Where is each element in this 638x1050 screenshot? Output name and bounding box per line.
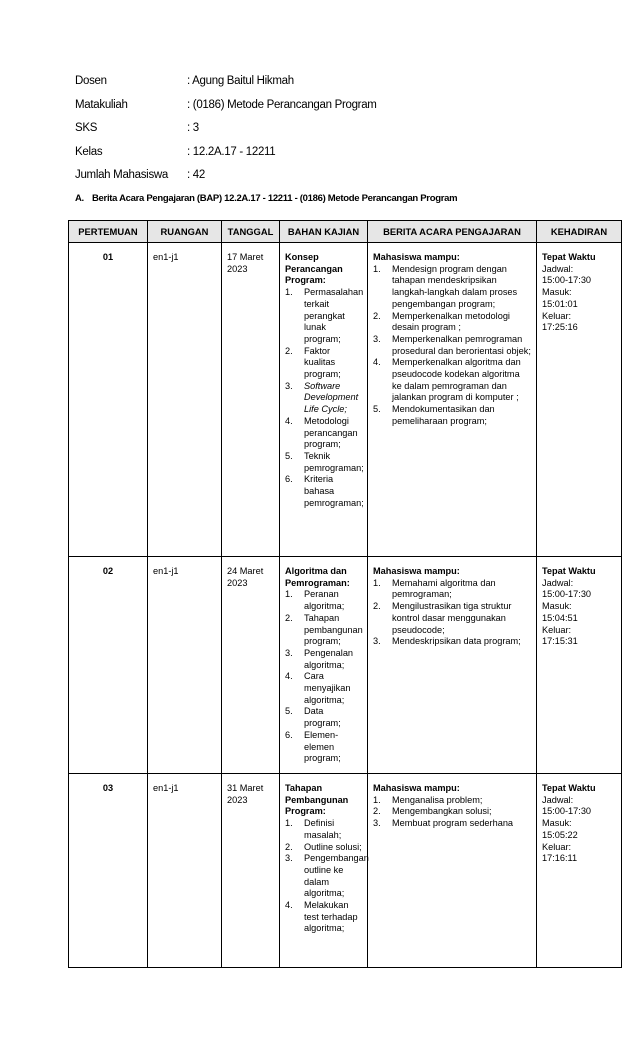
list-item: 6. Kriteria bahasa pemrograman;: [285, 474, 364, 508]
info-value: : 12.2A.17 - 12211: [187, 145, 276, 158]
keluar-value: 17:15:31: [542, 636, 578, 647]
keluar-value: 17:25:16: [542, 322, 578, 333]
kehadiran-info: [537, 243, 621, 338]
info-value: : 42: [187, 169, 205, 181]
header-berita-acara: BERITA ACARA PENGAJARAN: [368, 221, 537, 243]
list-item: 2. Memperkenalkan metodologi desain program ;: [373, 310, 510, 333]
header-ruangan: RUANGAN: [148, 221, 222, 243]
attendance-status: Tepat Waktu: [542, 566, 596, 576]
bahan-title: Konsep Perancangan Program:: [285, 252, 343, 286]
jadwal-value: 15:00-17:30: [542, 806, 592, 817]
list-item: 5. Mendokumentasikan dan pemeliharaan program;: [373, 404, 495, 426]
keluar-label: Keluar:: [542, 841, 572, 852]
list-item: 3. Software Development Life Cycle;: [285, 380, 359, 415]
info-label: Dosen: [75, 75, 107, 87]
list-item: 3. Pengembangan outline ke dalam algoritma;: [285, 853, 369, 899]
list-item: 4. Melakukan test terhadap algoritma;: [285, 900, 358, 934]
list-item: 3. Pengenalan algoritma;: [285, 647, 354, 670]
ruangan-value: en1-j1: [153, 566, 179, 576]
jadwal-label: Jadwal:: [542, 794, 574, 805]
list-item: 4. Memperkenalkan algoritma dan pseudocode kodekan algoritma ke dalam pemrograman dan jalankan program di komputer ;: [373, 357, 521, 403]
list-item: 1. Definisi masalah;: [285, 818, 342, 840]
tanggal-value: 17 Maret 2023: [227, 252, 264, 274]
berita-list: [373, 264, 531, 428]
berita-title: Mahasiswa mampu:: [373, 252, 460, 262]
tanggal-value: 31 Maret 2023: [227, 783, 264, 805]
table-row: [69, 774, 622, 968]
pertemuan-number: 03: [102, 783, 114, 793]
list-item: 4. Metodologi perancangan program;: [285, 415, 358, 450]
masuk-value: 15:01:01: [542, 298, 578, 309]
jadwal-label: Jadwal:: [542, 577, 574, 588]
kehadiran-info: [537, 774, 621, 869]
keluar-label: Keluar:: [542, 310, 572, 321]
info-value: : Agung Baitul Hikmah: [187, 75, 294, 87]
list-item: 5. Teknik pemrograman;: [285, 450, 364, 473]
list-item: 2. Outline solusi;: [285, 841, 362, 852]
masuk-value: 15:05:22: [542, 829, 578, 840]
masuk-value: 15:04:51: [542, 612, 578, 623]
list-item: 4. Cara menyajikan algoritma;: [285, 671, 351, 705]
list-item: 1. Permasalahan terkait perangkat lunak program;: [285, 287, 364, 344]
list-item: 2. Mengilustrasikan tiga struktur kontrol dasar menggunakan pseudocode;: [373, 601, 512, 635]
berita-list: [373, 795, 531, 830]
info-value: : (0186) Metode Perancangan Program: [187, 98, 377, 111]
table-row: [69, 243, 622, 557]
pertemuan-number: 01: [102, 252, 114, 262]
bahan-title: Algoritma dan Pemrograman:: [285, 566, 350, 588]
section-heading: [75, 193, 457, 204]
table-row: [69, 557, 622, 774]
section-number: A.: [75, 193, 84, 204]
bahan-list: [285, 287, 362, 509]
masuk-label: Masuk:: [542, 601, 572, 612]
berita-title: Mahasiswa mampu:: [373, 783, 460, 793]
attendance-status: Tepat Waktu: [542, 252, 596, 262]
header-kehadiran: KEHADIRAN: [537, 221, 622, 243]
ruangan-value: en1-j1: [153, 252, 179, 262]
bap-table: [68, 220, 622, 968]
list-item: 5. Data program;: [285, 706, 341, 729]
tanggal-value: 24 Maret 2023: [227, 566, 264, 588]
list-item: 1. Memahami algoritma dan pemrograman;: [373, 577, 496, 600]
header-bahan-kajian: BAHAN KAJIAN: [280, 221, 368, 243]
header-tanggal: TANGGAL: [222, 221, 280, 243]
info-label: SKS: [75, 122, 98, 134]
masuk-label: Masuk:: [542, 818, 572, 829]
keluar-label: Keluar:: [542, 624, 572, 635]
bahan-title: Tahapan Pembangunan Program:: [285, 783, 349, 817]
list-item: 1. Menganalisa problem;: [373, 794, 483, 805]
info-label: Kelas: [75, 145, 103, 158]
section-title: Berita Acara Pengajaran (BAP) 12.2A.17 - 12211 - (0186) Metode Perancangan Program: [92, 193, 458, 204]
list-item: 2. Tahapan pembangunan program;: [285, 612, 363, 647]
info-label: Matakuliah: [75, 98, 128, 111]
pertemuan-number: 02: [102, 566, 114, 576]
list-item: 3. Membuat program sederhana: [373, 818, 514, 829]
info-label: Jumlah Mahasiswa: [75, 169, 168, 181]
ruangan-value: en1-j1: [153, 783, 179, 793]
jadwal-label: Jadwal:: [542, 263, 574, 274]
list-item: 3. Mendeskripsikan data program;: [373, 636, 521, 647]
jadwal-value: 15:00-17:30: [542, 275, 592, 286]
list-item: 1. Mendesign program dengan tahapan mendeskripsikan langkah-langkah dalam proses pengembangan program;: [373, 263, 518, 309]
list-item: 3. Memperkenalkan pemrograman prosedural dan berorientasi objek;: [373, 333, 531, 356]
berita-list: [373, 578, 531, 648]
info-value: : 3: [187, 122, 199, 134]
list-item: 1. Peranan algoritma;: [285, 589, 345, 612]
list-item: 2. Faktor kualitas program;: [285, 345, 341, 380]
table-header-row: [69, 221, 622, 243]
bahan-list: [285, 818, 369, 935]
bahan-list: [285, 589, 362, 765]
jadwal-value: 15:00-17:30: [542, 589, 592, 600]
header-pertemuan: PERTEMUAN: [69, 221, 148, 243]
list-item: 6. Elemen-elemen program;: [285, 729, 341, 764]
masuk-label: Masuk:: [542, 287, 572, 298]
attendance-status: Tepat Waktu: [542, 783, 596, 793]
keluar-value: 17:16:11: [542, 853, 578, 864]
list-item: 2. Mengembangkan solusi;: [373, 806, 492, 817]
kehadiran-info: [537, 557, 621, 652]
berita-title: Mahasiswa mampu:: [373, 566, 460, 576]
